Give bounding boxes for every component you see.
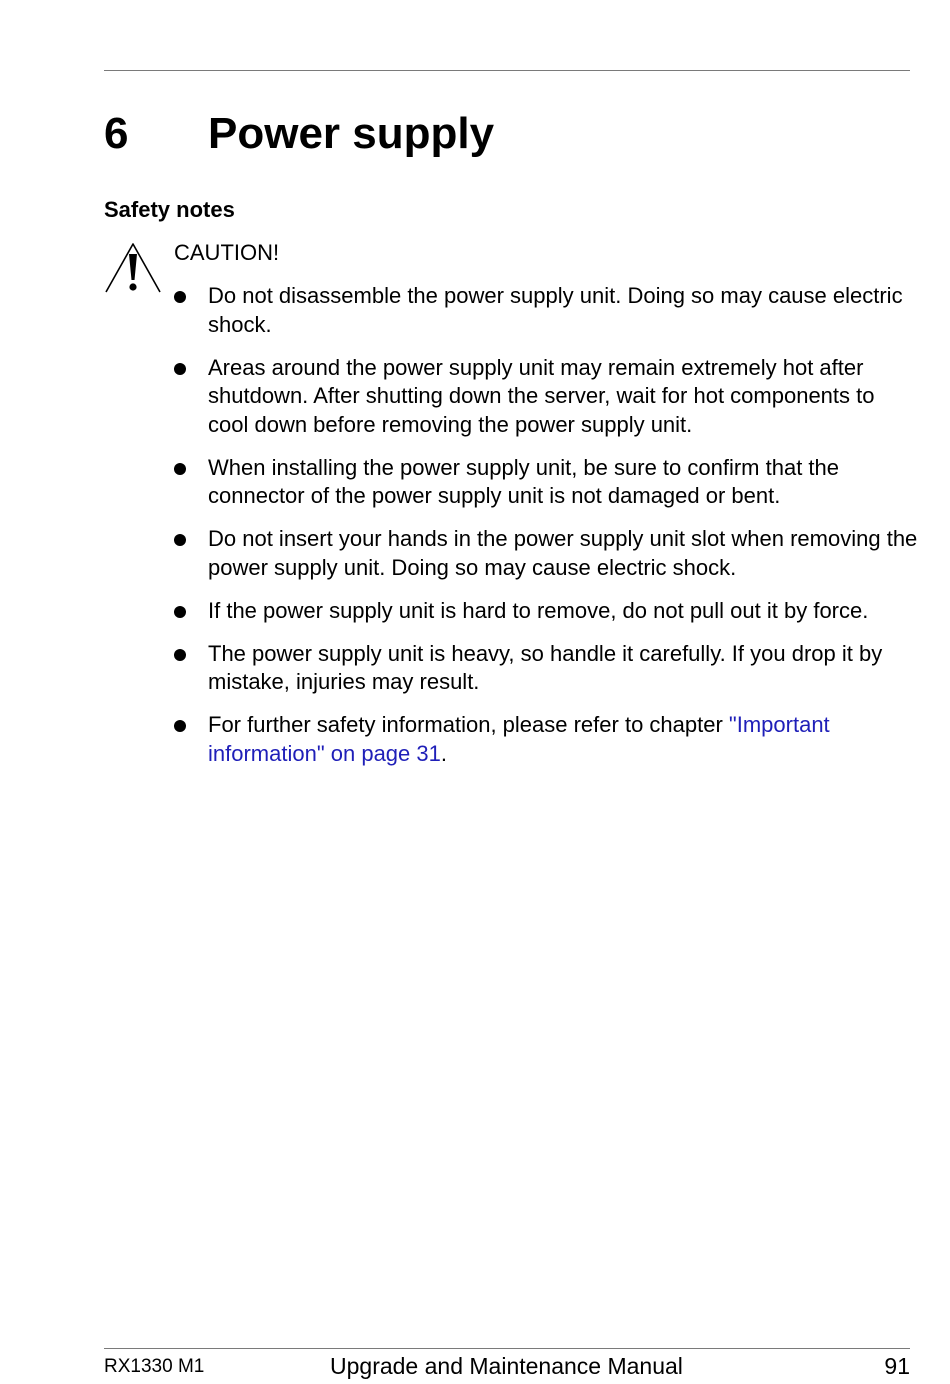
list-item-text: When installing the power supply unit, be sure to confirm that the connector of the power supply unit is not damaged or bent. (208, 454, 840, 508)
list-item (170, 454, 920, 511)
footer-rule (104, 1348, 910, 1349)
section-heading: Safety notes (104, 197, 235, 222)
footer-model: RX1330 M1 (104, 1356, 205, 1377)
list-item (170, 597, 920, 626)
bullet-icon (174, 463, 186, 475)
list-item-text-suffix: . (440, 740, 447, 766)
warning-triangle-icon (102, 240, 164, 298)
chapter-number: 6 (104, 109, 129, 158)
list-item (170, 282, 920, 339)
list-item-text: Do not disassemble the power supply unit. Doing so may cause electric shock. (208, 283, 903, 337)
list-item (170, 640, 920, 697)
bullet-icon (174, 606, 186, 618)
bullet-icon (174, 720, 186, 732)
bullet-icon (174, 534, 186, 546)
list-item-text: If the power supply unit is hard to remove, do not pull out it by force. (208, 597, 869, 623)
bullet-icon (174, 363, 186, 375)
list-item-text: Areas around the power supply unit may remain extremely hot after shutdown. After shutting down the server, wait for hot components to cool down before removing the power supply unit. (208, 354, 875, 437)
list-item (170, 525, 920, 582)
footer-page-number: 91 (884, 1353, 910, 1379)
header-rule (104, 70, 910, 71)
list-item-text: The power supply unit is heavy, so handle it carefully. If you drop it by mistake, injuries may result. (208, 640, 883, 694)
caution-title: CAUTION! (174, 240, 280, 265)
bullet-icon (174, 291, 186, 303)
list-item-text: Do not insert your hands in the power supply unit slot when removing the power supply unit. Doing so may cause electric shock. (208, 526, 918, 580)
list-item (170, 711, 920, 768)
chapter-title: Power supply (208, 109, 495, 158)
list-item-text-prefix: For further safety information, please refer to chapter (208, 712, 729, 737)
list-item (170, 354, 920, 440)
footer-manual-title: Upgrade and Maintenance Manual (330, 1353, 683, 1379)
chapter-heading (104, 108, 494, 160)
bullet-icon (174, 649, 186, 661)
important-information-link[interactable]: "Important information" on page 31 (208, 712, 830, 766)
caution-list (170, 282, 920, 783)
